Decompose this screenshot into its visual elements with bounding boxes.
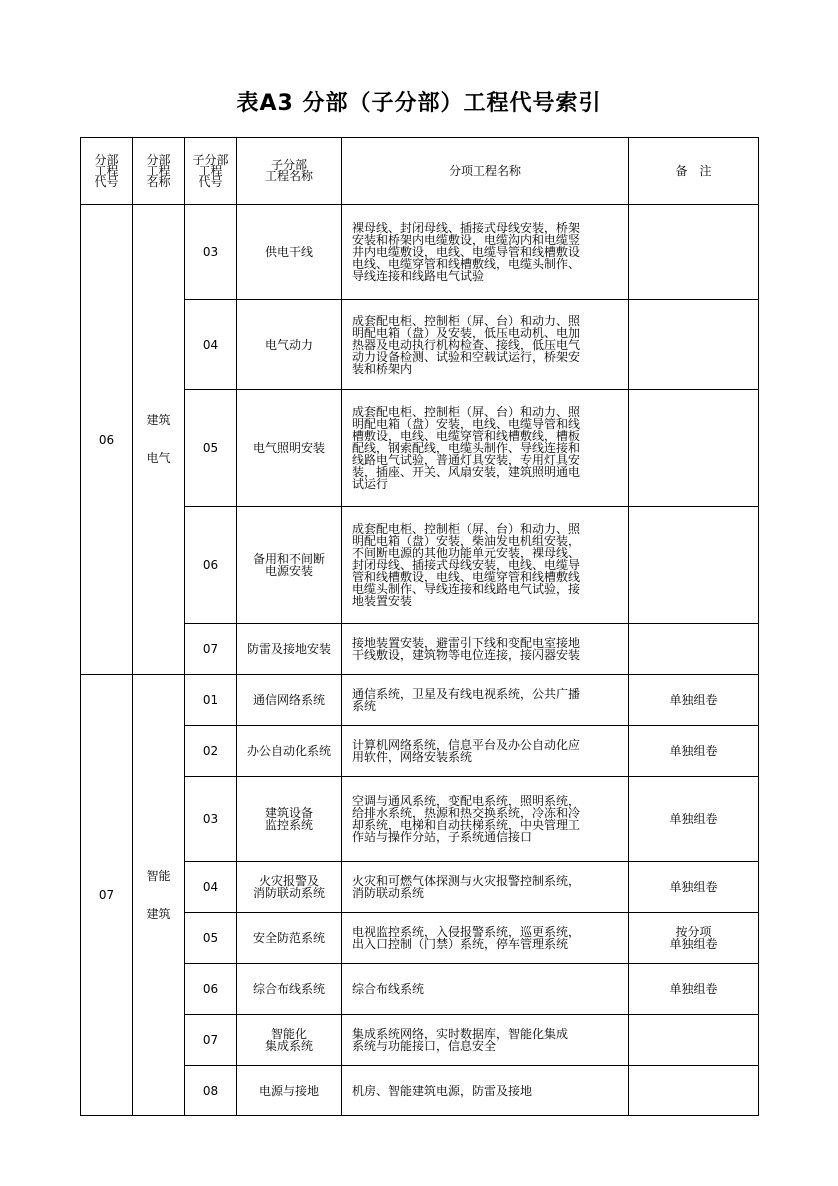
item-description: 电视监控系统，入侵报警系统，巡更系统， 出入口控制（门禁）系统，停车管理系统 (342, 913, 629, 964)
note: 单独组卷 (629, 964, 759, 1015)
item-description: 计算机网络系统，信息平台及办公自动化应 用软件，网络安装系统 (342, 726, 629, 777)
header-division-code: 分部 工程 代号 (81, 138, 133, 205)
item-description: 集成系统网络，实时数据库，智能化集成 系统与功能接口，信息安全 (342, 1015, 629, 1066)
note: 单独组卷 (629, 726, 759, 777)
note: 按分项 单独组卷 (629, 913, 759, 964)
item-description: 空调与通风系统，变配电系统，照明系统， 给排水系统，热源和热交换系统，冷冻和冷 却系统，电梯和自动扶梯系统，中央管理工 作站与操作分站，子系统通信接口 (342, 777, 629, 862)
note: 单独组卷 (629, 777, 759, 862)
header-row (81, 138, 759, 205)
item-description: 综合布线系统 (342, 964, 629, 1015)
subdivision-code: 04 (185, 862, 237, 913)
subdivision-code: 06 (185, 964, 237, 1015)
page-title: 表A3 分部（子分部）工程代号索引 (236, 91, 602, 116)
subdivision-code: 01 (185, 675, 237, 726)
subdivision-name: 备用和不间断 电源安装 (237, 507, 342, 624)
division-name: 智能 建筑 (133, 675, 185, 1116)
note (629, 1066, 759, 1116)
code-index-table (80, 137, 759, 1116)
note (629, 390, 759, 507)
item-description: 机房、智能建筑电源，防雷及接地 (342, 1066, 629, 1116)
subdivision-name: 电气动力 (237, 300, 342, 390)
subdivision-code: 02 (185, 726, 237, 777)
note (629, 507, 759, 624)
subdivision-name: 办公自动化系统 (237, 726, 342, 777)
division-name: 建筑 电气 (133, 205, 185, 675)
subdivision-name: 电源与接地 (237, 1066, 342, 1116)
subdivision-code: 07 (185, 624, 237, 675)
subdivision-code: 03 (185, 777, 237, 862)
subdivision-name: 供电干线 (237, 205, 342, 300)
item-description: 通信系统，卫星及有线电视系统，公共广播 系统 (342, 675, 629, 726)
subdivision-code: 04 (185, 300, 237, 390)
subdivision-code: 03 (185, 205, 237, 300)
subdivision-name: 建筑设备 监控系统 (237, 777, 342, 862)
subdivision-code: 08 (185, 1066, 237, 1116)
subdivision-name: 综合布线系统 (237, 964, 342, 1015)
note (629, 1015, 759, 1066)
subdivision-name: 智能化 集成系统 (237, 1015, 342, 1066)
header-subdivision-name: 子分部 工程名称 (237, 138, 342, 205)
item-description: 接地装置安装，避雷引下线和变配电室接地 干线敷设，建筑物等电位连接，接闪器安装 (342, 624, 629, 675)
subdivision-name: 防雷及接地安装 (237, 624, 342, 675)
header-note: 备 注 (629, 138, 759, 205)
header-item-name: 分项工程名称 (342, 138, 629, 205)
table-row (81, 205, 759, 300)
subdivision-name: 安全防范系统 (237, 913, 342, 964)
note: 单独组卷 (629, 862, 759, 913)
note (629, 624, 759, 675)
table-row (81, 675, 759, 726)
item-description: 成套配电柜、控制柜（屏、台）和动力、照 明配电箱（盘）安装，电线、电缆导管和线 槽敷设，电线、电缆穿管和线槽敷线，槽板 配线，钢索配线，电缆头制作、导线连接和 线路电气试验，普通灯具安装，专用灯具安 装，插座、开关、风扇安装，建筑照明通电 试运行 (342, 390, 629, 507)
header-subdivision-code: 子分部 工程 代号 (185, 138, 237, 205)
item-description: 火灾和可燃气体探测与火灾报警控制系统， 消防联动系统 (342, 862, 629, 913)
item-description: 成套配电柜、控制柜（屏、台）和动力、照 明配电箱（盘）安装，柴油发电机组安装， 不间断电源的其他功能单元安装，裸母线、 封闭母线、插接式母线安装，电线、电缆导 管和线槽敷设，电线、电缆穿管和线槽敷线 电缆头制作、导线连接和线路电气试验，接 地装置安装 (342, 507, 629, 624)
subdivision-code: 07 (185, 1015, 237, 1066)
subdivision-name: 电气照明安装 (237, 390, 342, 507)
subdivision-code: 06 (185, 507, 237, 624)
item-description: 裸母线、封闭母线、插接式母线安装，桥架 安装和桥架内电缆敷设，电缆沟内和电缆竖 井内电缆敷设，电线、电缆导管和线槽敷设 电线、电缆穿管和线槽敷线，电缆头制作、 导线连接和线路电气试验 (342, 205, 629, 300)
subdivision-code: 05 (185, 390, 237, 507)
subdivision-name: 火灾报警及 消防联动系统 (237, 862, 342, 913)
header-division-name: 分部 工程 名称 (133, 138, 185, 205)
division-code: 07 (81, 675, 133, 1116)
subdivision-code: 05 (185, 913, 237, 964)
division-code: 06 (81, 205, 133, 675)
note: 单独组卷 (629, 675, 759, 726)
note (629, 205, 759, 300)
note (629, 300, 759, 390)
subdivision-name: 通信网络系统 (237, 675, 342, 726)
item-description: 成套配电柜、控制柜（屏、台）和动力、照 明配电箱（盘）及安装，低压电动机、电加 热器及电动执行机构检查、接线，低压电气 动力设备检测、试验和空载试运行，桥架安 装和桥架内 (342, 300, 629, 390)
